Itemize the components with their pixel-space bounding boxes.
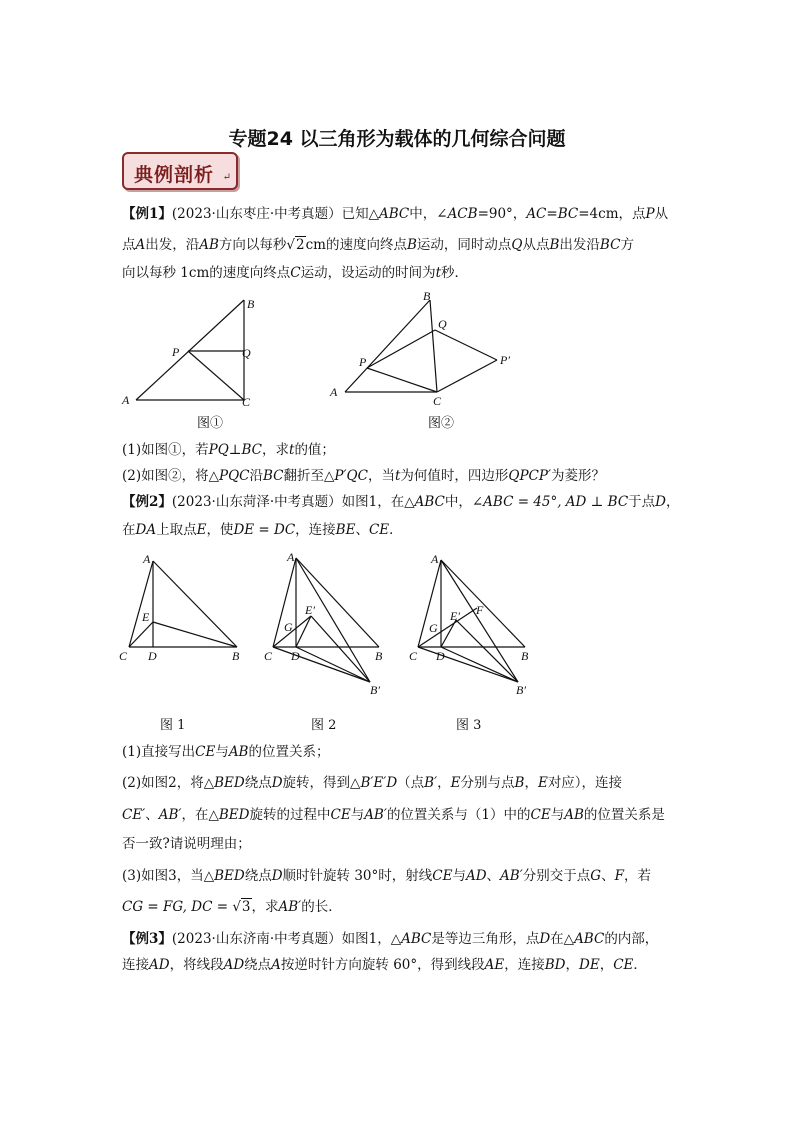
segment-e-prime-b-prime — [311, 616, 370, 682]
label-b: B — [232, 649, 240, 663]
ex3-line-2: 连接AD，将线段AD绕点A按逆时针方向旋转 60°，得到线段AE，连接BD，DE，CE． — [122, 957, 647, 973]
segment-qp-prime — [435, 330, 497, 360]
return-mark-icon: ↵ — [222, 172, 231, 183]
ex3-line-1: 【例3】(2023·山东济南·中考真题）如图1，△ABC是等边三角形，点D在△ABC的内部， — [122, 931, 659, 947]
label-b-prime: B′ — [516, 683, 526, 697]
ex2-question-2-line-1: (2)如图2，将△BED绕点D旋转，得到△B′E′D（点B′，E分别与点B，E对应），连接 — [122, 775, 623, 791]
ex1-line-1: 【例1】(2023·山东枣庄·中考真题）已知△ABC中，∠ACB=90°，AC=BC=4cm，点P从 — [122, 206, 669, 222]
ex2-question-3-line-1: (3)如图3，当△BED绕点D顺时针旋转 30°时，射线CE与AD、AB′分别交于点G、F，若 — [122, 868, 651, 884]
label-d: D — [436, 649, 445, 663]
segment-ab — [136, 300, 244, 400]
label-e: E — [142, 610, 150, 624]
section-badge — [122, 152, 238, 190]
segment-de-prime — [441, 620, 456, 647]
segment-pc — [367, 368, 437, 392]
ex1-line-2: 点A出发，沿AB方向以每秒√2cm的速度向终点B运动，同时动点Q从点B出发沿BC方 — [122, 237, 634, 253]
ex2-fig2-caption: 图 2 — [311, 718, 337, 733]
label-q: Q — [438, 317, 447, 331]
label-a: A — [122, 393, 130, 407]
label-c: C — [119, 649, 128, 663]
sqrt-symbol: √2 — [286, 237, 305, 253]
segment-ab-prime — [296, 558, 370, 682]
ex2-question-2-line-2: CE′、AB′，在△BED旋转的过程中CE与AB′的位置关系与（1）中的CE与AB的位置关系是 — [122, 807, 665, 823]
segment-p-prime-c — [437, 360, 497, 392]
label-c: C — [264, 649, 273, 663]
ex1-figure-2 — [327, 288, 527, 413]
ex2-fig1-caption: 图 1 — [160, 718, 186, 733]
ex1-question-2: (2)如图②，将△PQC沿BC翻折至△P′QC，当t为何值时，四边形QPCP′为菱形？ — [122, 468, 606, 484]
ex1-figure-1 — [118, 292, 263, 417]
label-a: A — [143, 552, 151, 566]
segment-cb-prime — [418, 647, 518, 682]
ex2-question-2-line-3: 否一致?请说明理由； — [122, 836, 251, 852]
label-p-prime: P′ — [500, 353, 510, 367]
label-b: B — [423, 289, 431, 303]
label-d: D — [291, 649, 300, 663]
label-e-prime: E′ — [450, 609, 460, 623]
ex2-figure-3 — [404, 548, 549, 708]
ex1-label: 【例1】 — [122, 206, 172, 222]
ex1-fig2-caption: 图② — [428, 416, 455, 431]
ex2-question-3-line-2: CG = FG, DC = √3，求AB′的长． — [122, 899, 342, 915]
label-b: B — [247, 297, 255, 311]
label-g: G — [284, 620, 293, 634]
badge-text: 典例剖析 — [134, 164, 215, 186]
segment-cb-prime — [273, 647, 370, 682]
ex1-question-1: (1)如图①，若PQ⊥BC，求t的值； — [122, 442, 335, 458]
label-c: C — [433, 394, 442, 408]
ex2-figure-2 — [256, 548, 401, 708]
label-p: P — [359, 355, 367, 369]
segment-bc — [430, 300, 437, 392]
ex2-line-2: 在DA上取点E，使DE = DC，连接BE、CE． — [122, 522, 403, 538]
ex1-fig1-caption: 图① — [197, 416, 224, 431]
ex3-label: 【例3】 — [122, 931, 172, 947]
label-a: A — [287, 550, 295, 564]
label-b-prime: B′ — [370, 683, 380, 697]
ex2-question-1: (1)直接写出CE与AB的位置关系； — [122, 744, 330, 760]
segment-ab — [345, 300, 430, 392]
label-a: A — [431, 552, 439, 566]
label-q: Q — [242, 346, 251, 360]
ex2-line-1: 【例2】(2023·山东菏泽·中考真题）如图1，在△ABC中，∠ABC = 45°, AD ⊥ BC于点D， — [122, 494, 680, 510]
label-p: P — [172, 345, 180, 359]
page-title: 专题24 以三角形为载体的几何综合问题 — [228, 128, 566, 150]
ex2-figure-1 — [112, 548, 252, 666]
segment-pc — [188, 351, 244, 400]
ex2-label: 【例2】 — [122, 494, 172, 510]
label-c: C — [242, 395, 251, 409]
label-b: B — [375, 649, 383, 663]
label-a: A — [330, 385, 338, 399]
ex1-line-3: 向以每秒 1cm的速度向终点C运动，设运动的时间为t秒． — [122, 265, 469, 281]
sqrt-symbol: √3 — [232, 899, 251, 915]
label-e-prime: E′ — [305, 603, 315, 617]
segment-pq — [367, 330, 435, 368]
label-b: B — [521, 649, 529, 663]
segment-de-prime — [296, 616, 311, 647]
label-g: G — [429, 621, 438, 635]
ex2-fig3-caption: 图 3 — [456, 718, 482, 733]
label-f: F — [476, 603, 484, 617]
label-d: D — [148, 649, 157, 663]
label-c: C — [409, 649, 418, 663]
